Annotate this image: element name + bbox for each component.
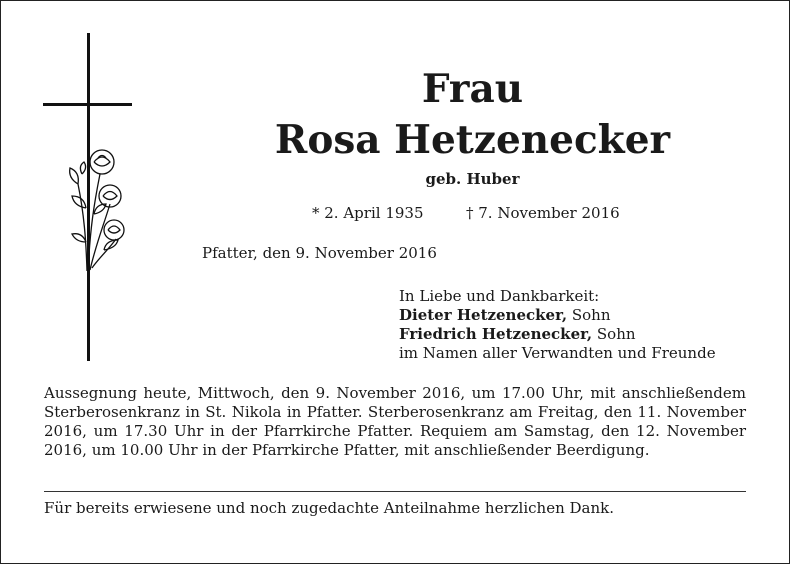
mourners-block [399, 287, 716, 363]
mourner-name: Dieter Hetzenecker, [399, 306, 568, 324]
divider [44, 491, 746, 492]
death-date: † 7. November 2016 [466, 204, 620, 222]
deceased-name: Rosa Hetzenecker [274, 117, 671, 163]
mourners-intro: In Liebe und Dankbarkeit: [399, 287, 600, 305]
mourners-outro: im Namen aller Verwandten und Freunde [399, 344, 716, 362]
title-prefix: Frau [421, 66, 524, 112]
mourner-line [399, 306, 716, 325]
roses-icon [64, 144, 132, 274]
mourner-line [399, 325, 716, 344]
maiden-name: geb. Huber [425, 170, 520, 188]
thanks-text: Für bereits erwiesene und noch zugedachte Anteilnahme herzlichen Dank. [44, 499, 614, 517]
cross-horizontal-bar [43, 103, 132, 106]
ceremony-details: Aussegnung heute, Mittwoch, den 9. November 2016, um 17.00 Uhr, mit anschließendem Sterberosenkranz in St. Nikola in Pfatter. Sterberosenkranz am Freitag, den 11. November 2016, um 17.30 Uhr in der Pfarrkirche Pfatter. Requiem am Samstag, den 12. November 2016, um 10.00 Uhr in der Pfarrkirche Pfatter, mit anschließender Beerdigung. [44, 384, 746, 459]
mourner-relation: Sohn [592, 325, 636, 343]
place-and-date: Pfatter, den 9. November 2016 [202, 244, 437, 262]
birth-date: * 2. April 1935 [312, 204, 424, 222]
mourner-relation: Sohn [567, 306, 611, 324]
mourner-name: Friedrich Hetzenecker, [399, 325, 593, 343]
